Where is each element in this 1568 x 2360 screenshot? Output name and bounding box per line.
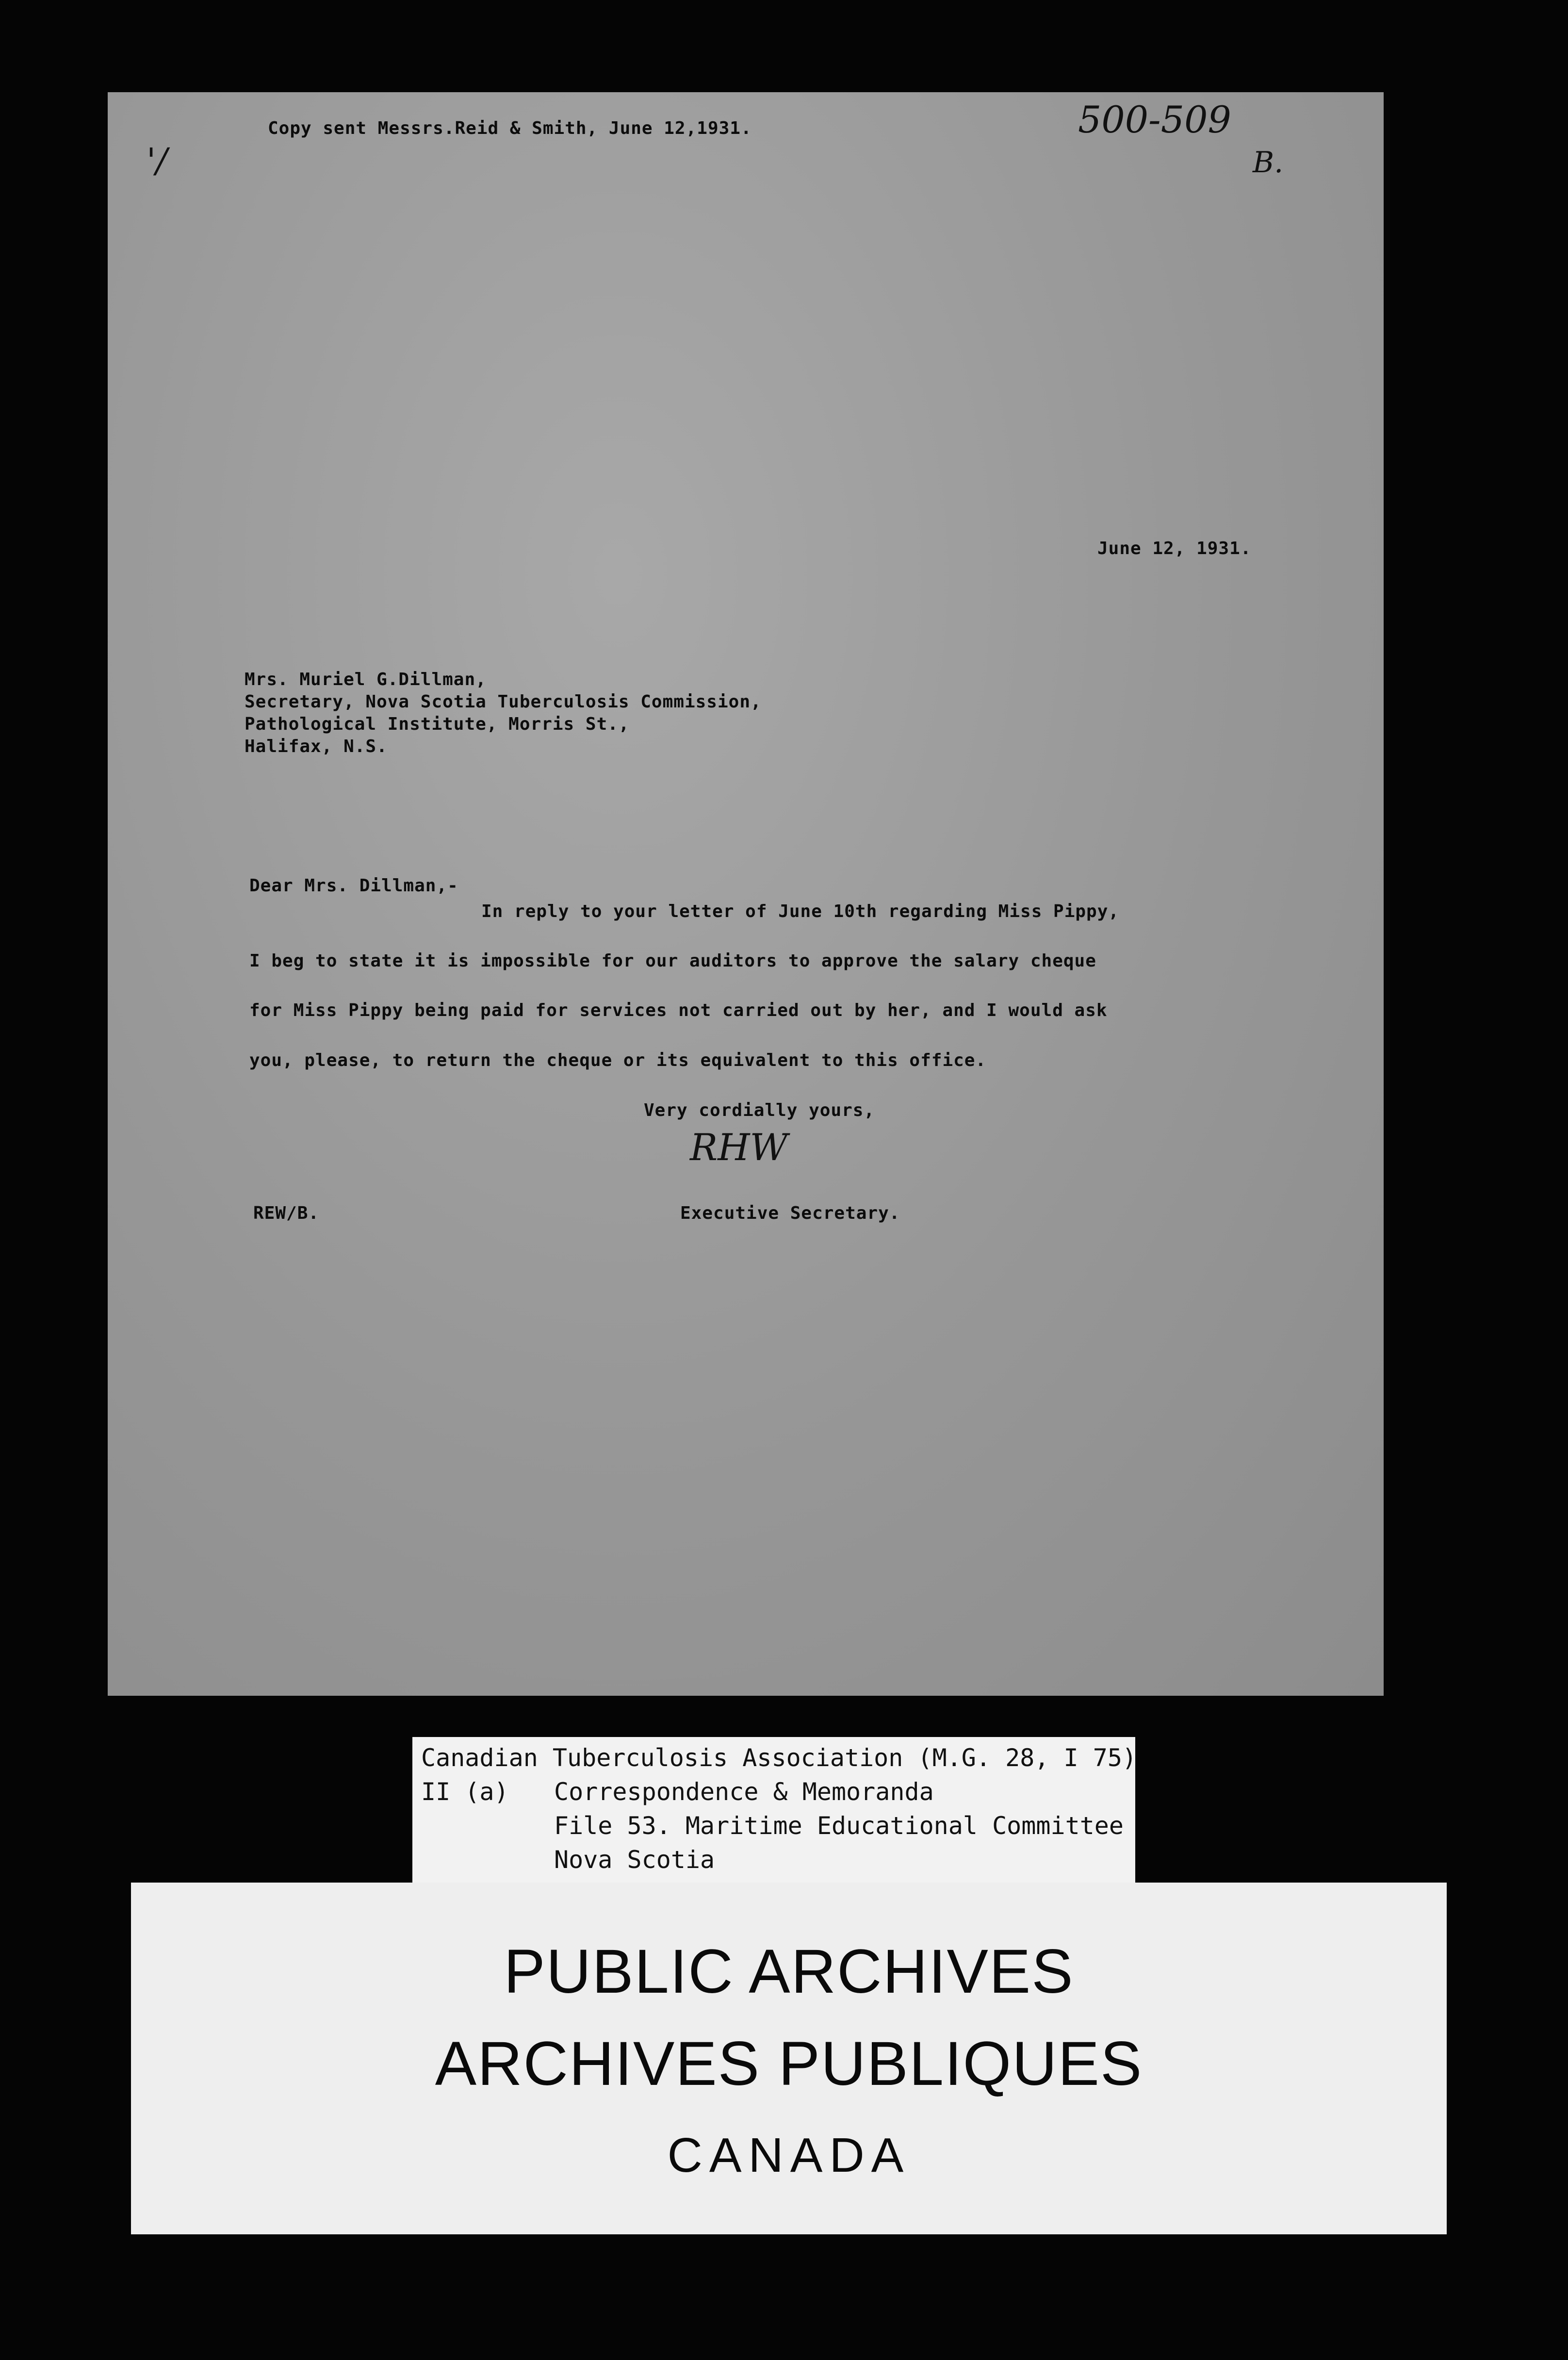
archive-label xyxy=(412,1737,1135,1883)
stamp-line: ARCHIVES PUBLIQUES xyxy=(435,2029,1143,2098)
corner-initials: B. xyxy=(1253,146,1284,180)
body-line: I beg to state it is impossible for our auditors to approve the salary cheque xyxy=(249,951,1096,971)
salutation: Dear Mrs. Dillman,- xyxy=(249,876,458,896)
recipient-line: Mrs. Muriel G.Dillman, xyxy=(245,670,487,689)
letter-date: June 12, 1931. xyxy=(1097,539,1252,558)
label-line: Correspondence & Memoranda xyxy=(554,1778,934,1806)
label-line: Nova Scotia xyxy=(554,1846,715,1874)
recipient-line: Pathological Institute, Morris St., xyxy=(245,714,630,734)
closing: Very cordially yours, xyxy=(644,1100,875,1120)
signature: RHW xyxy=(690,1126,788,1169)
label-line: Canadian Tuberculosis Association (M.G. 28, I 75) xyxy=(421,1744,1137,1772)
copy-note: Copy sent Messrs.Reid & Smith, June 12,1931. xyxy=(268,118,752,138)
stamp-line: PUBLIC ARCHIVES xyxy=(504,1937,1074,2006)
typist-initials: REW/B. xyxy=(253,1203,320,1223)
archives-stamp xyxy=(131,1883,1447,2234)
label-series: II (a) xyxy=(421,1778,509,1806)
label-line: File 53. Maritime Educational Committee xyxy=(554,1812,1124,1840)
body-line: for Miss Pippy being paid for services not carried out by her, and I would ask xyxy=(249,1000,1108,1020)
body-line: In reply to your letter of June 10th regarding Miss Pippy, xyxy=(481,901,1120,921)
tick-mark: '/ xyxy=(147,141,167,180)
stamp-line: CANADA xyxy=(667,2128,911,2182)
body-line: you, please, to return the cheque or its equivalent to this office. xyxy=(249,1050,987,1070)
handwritten-reference: 500-509 xyxy=(1078,98,1231,141)
signatory-title: Executive Secretary. xyxy=(680,1203,900,1223)
letter-page xyxy=(108,92,1384,1696)
recipient-line: Halifax, N.S. xyxy=(245,737,388,756)
recipient-line: Secretary, Nova Scotia Tuberculosis Commission, xyxy=(245,692,762,712)
